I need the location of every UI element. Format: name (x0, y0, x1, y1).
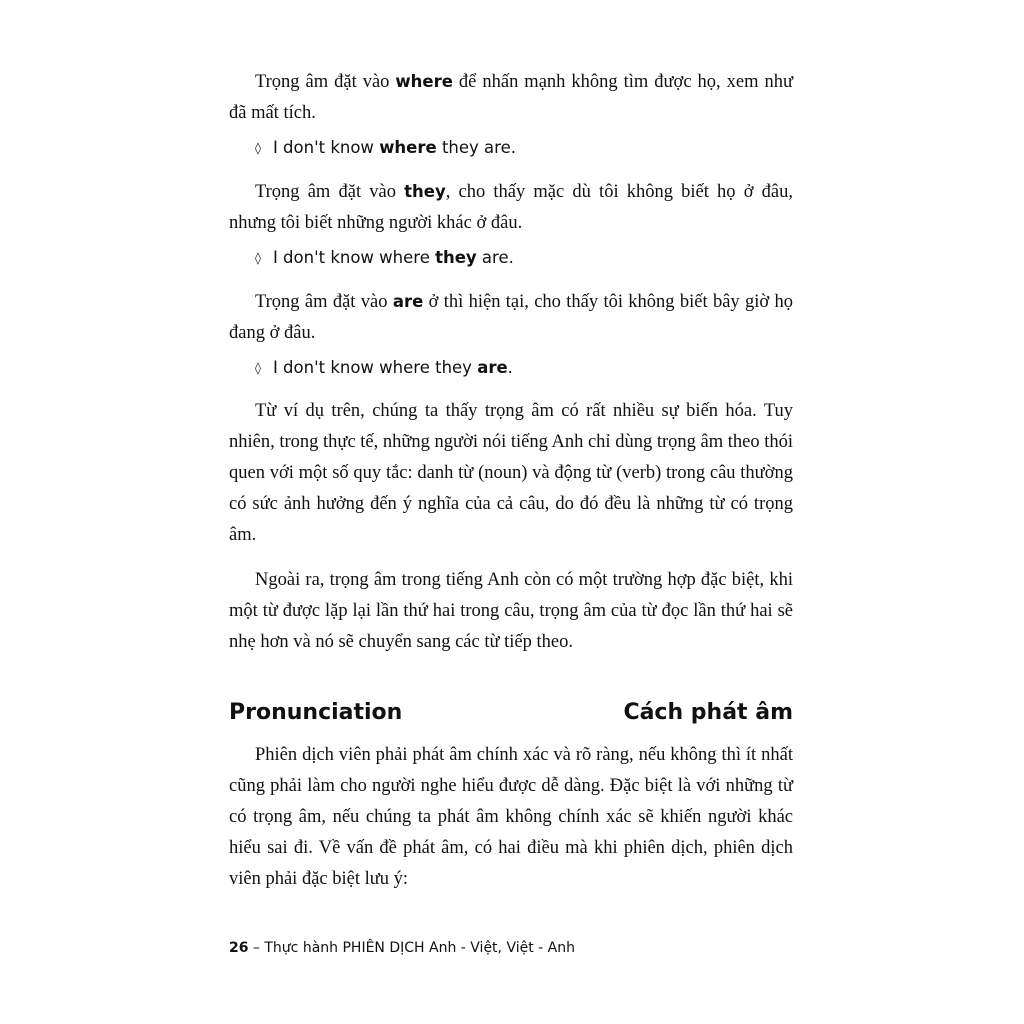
paragraph-text: để nhấn mạnh không tìm được họ, xem như đã mất tích. (229, 72, 794, 123)
example-keyword: where (379, 138, 437, 157)
example-text: they are. (436, 138, 516, 157)
page-body (229, 66, 793, 895)
paragraph-stress-summary: Từ ví dụ trên, chúng ta thấy trọng âm có rất nhiều sự biến hóa. Tuy nhiên, trong thực tế, những người nói tiếng Anh chỉ dùng trọng âm theo thói quen với một số quy tắc: danh từ (noun) và động từ (verb) trong câu thường có sức ảnh hưởng đến ý nghĩa của cả câu, do đó đều là những từ có trọng âm. (229, 401, 793, 545)
example-text: are. (476, 248, 514, 267)
paragraph-text: ở thì hiện tại, cho thấy tôi không biết bây giờ họ đang ở đâu. (229, 292, 794, 343)
keyword-where: where (395, 72, 453, 91)
example-text: . (507, 358, 513, 377)
running-title: – Thực hành PHIÊN DỊCH Anh - Việt, Việt - Anh (248, 940, 575, 956)
paragraph-text: , cho thấy mặc dù tôi không biết họ ở đâu, nhưng tôi biết những người khác ở đâu. (229, 182, 794, 233)
example-text: I don't know where (272, 248, 436, 267)
example-sentence (255, 245, 793, 272)
example-text: I don't know where they (272, 358, 478, 377)
paragraph-stress-where (229, 66, 793, 129)
paragraph-text: Trọng âm đặt vào (255, 72, 396, 92)
paragraph-stress-exception: Ngoài ra, trọng âm trong tiếng Anh còn có một trường hợp đặc biệt, khi một từ được lặp lại lần thứ hai trong câu, trọng âm của từ đọc lần thứ hai sẽ nhẹ hơn và nó sẽ chuyển sang các từ tiếp theo. (229, 570, 793, 652)
diamond-bullet-icon: ◊ (255, 141, 261, 155)
paragraph-stress-they (229, 176, 793, 239)
page-number: 26 (229, 940, 249, 956)
example-keyword: they (435, 248, 477, 267)
diamond-bullet-icon: ◊ (255, 251, 261, 265)
example-keyword: are (477, 358, 508, 377)
example-sentence (255, 355, 793, 382)
example-text: I don't know (272, 138, 380, 157)
page-footer (229, 938, 575, 958)
paragraph-text: Trọng âm đặt vào (255, 292, 393, 312)
section-heading (229, 698, 793, 728)
keyword-are: are (392, 292, 424, 311)
diamond-bullet-icon: ◊ (255, 361, 261, 375)
section-heading-vietnamese: Cách phát âm (623, 700, 793, 725)
paragraph-text: Trọng âm đặt vào (255, 182, 405, 202)
example-sentence (255, 135, 793, 162)
keyword-they: they (404, 182, 446, 201)
paragraph-pronunciation: Phiên dịch viên phải phát âm chính xác và rõ ràng, nếu không thì ít nhất cũng phải làm cho người nghe hiểu được dễ dàng. Đặc biệt là với những từ có trọng âm, nếu chúng ta phát âm không chính xác sẽ khiến người khác hiểu sai đi. Về vấn đề phát âm, có hai điều mà khi phiên dịch, phiên dịch viên phải đặc biệt lưu ý: (229, 745, 793, 889)
paragraph-stress-are (229, 286, 793, 349)
section-heading-english: Pronunciation (229, 700, 403, 725)
